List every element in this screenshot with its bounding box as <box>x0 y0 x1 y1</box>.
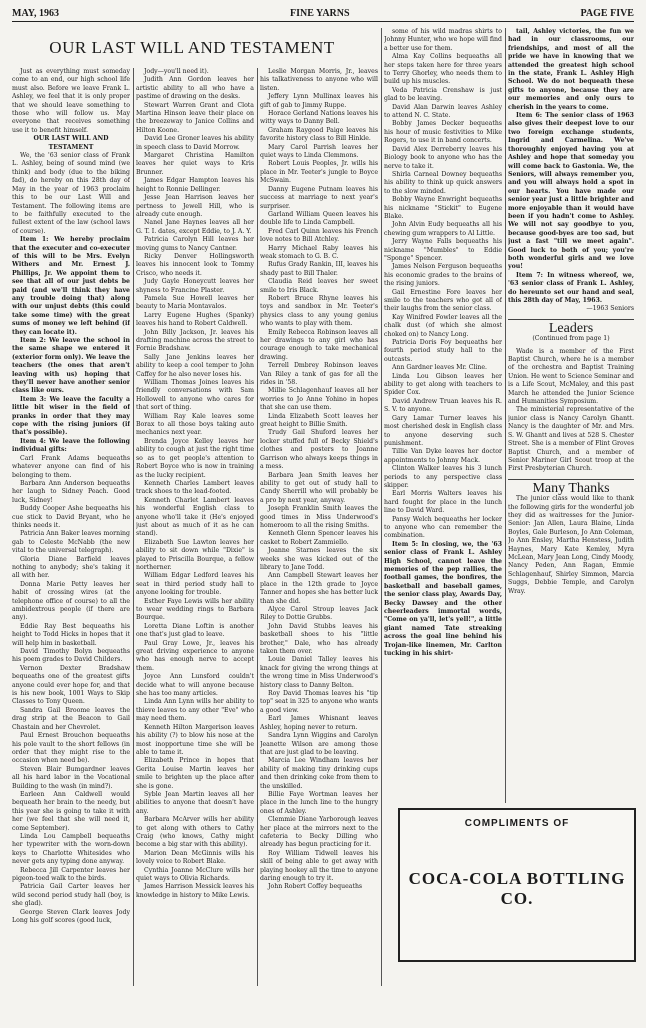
paragraph: Carl Frank Adams bequeaths whatever anyone can find of his belonging to them. <box>12 454 130 479</box>
paragraph: Item 7: In witness whereof, we, '63 senior class of Frank L. Ashley, do hereunto set our hand and seal, this 28th day of May, 1963. <box>508 271 634 304</box>
paragraph: Marion Dean McGinnis wills his lovely voice to Robert Blake. <box>136 849 254 866</box>
paragraph: Syble Jean Martin leaves all her abilities to anyone that doesn't have any. <box>136 790 254 815</box>
paragraph: Patricia Gail Carter leaves her wild second period study hall (boy, is she glad). <box>12 883 130 908</box>
paragraph: Joseph Franklin Smith leaves the good times in Miss Underwood's homeroom to all the rising Smiths. <box>260 505 378 529</box>
paragraph: Item 1: We hereby proclaim that the executer and co-executer of this will to be Mrs. Evelyn Withers and Mr. Ernest J. Phillips, Jr. We appoint them to see that all of our just debts be paid (and we'll think they have any trouble doing that) along with our unjust debts (this could take some time) with the great sums of money we left behind (if they can locate it). <box>12 236 130 336</box>
paragraph: Pansy Welch bequeaths her locker to anyone who can remember the combination. <box>384 515 502 540</box>
paragraph: Eddie Ray Best bequeaths his height to Todd Hicks in hopes that it will help him in basketball. <box>12 622 130 647</box>
paragraph: Gary Lamar Turner leaves his most cherished desk in English class to anyone deserving such punishment. <box>384 414 502 447</box>
paragraph: Danny Eugene Putnam leaves his success at marriage to next year's surpriser. <box>260 185 378 210</box>
paragraph: James Edgar Hampton leaves his height to Ronnie Dellinger. <box>136 177 254 193</box>
paragraph: Pamela Sue Howell leaves her beauty to Maria Montavalos. <box>136 294 254 311</box>
paragraph: William Ray Kale leaves some Borax to all those boys taking auto mechanics next year. <box>136 412 254 437</box>
subheading: OUR LAST WILL AND TESTAMENT <box>33 135 109 151</box>
paragraph: Linda Lou Gibson leaves her ability to get along with teachers to Spider Cox. <box>384 372 502 397</box>
paragraph: Barbara Jean Smith leaves her ability to get out of study hall to Candy Sherrill who will probably be a pro by next year, anyway. <box>260 471 378 504</box>
paragraph: David Andrew Truan leaves his R. S. V. to anyone. <box>384 397 502 414</box>
leaders-title: Leaders <box>548 320 594 336</box>
paragraph: Joanne Starnes leaves the six weeks she was kicked out of the library to Jane Todd. <box>260 547 378 571</box>
paragraph: Jerry Wayne Falls bequeaths his nickname "Mumbles" to Eddie "Sponge" Spencer. <box>384 238 502 262</box>
paragraph: Tillie Van Dyke leaves her doctor appointments to Johnny Mack. <box>384 448 502 464</box>
paragraph: Judith Ann Gordon leaves her artistic ability to all who have a pastime of drawing on the desks. <box>136 76 254 101</box>
column-1 <box>12 68 130 1028</box>
thanks-title: Many Thanks <box>532 480 610 496</box>
column-2 <box>136 68 254 1028</box>
paragraph: Judy Gayle Honeycutt leaves her shyness to Francine Plaster. <box>136 278 254 294</box>
paper-name: FINE YARNS <box>290 8 350 19</box>
paragraph: Cynthia Joanne McClure wills her quiet ways to Olivia Richards. <box>136 866 254 882</box>
paragraph: Earleen Ann Caldwell would bequeath her brain to the needy, but this year she is going to take it with her (we feel that she will need it, come September). <box>12 790 130 832</box>
paragraph: Sally Jane Jenkins leaves her ability to keep a cool temper to John Caffey for he also never loses his. <box>136 353 254 378</box>
paragraph: David Alex Derreberry leaves his Biology book to anyone who has the nerve to take it. <box>384 145 502 170</box>
paragraph: Robert Louis Peoples, Jr. wills his place in Mr. Teeter's jungle to Boyce McSwain. <box>260 160 378 185</box>
paragraph: Item 5: In closing, we, the '63 senior class of Frank L. Ashley High School, cannot leave the memories of the pep rallies, the football games, the bonfires, the basketball and baseball games, the senior class play, Awards Day, Becky Dawsey and the other cheerleaders immortal words, "Come on ya'll, let's yell!", a little giant named Tate streaking across the goal line behind his Trojan-like linemen, Mr. Carlton tucking in his shirt- <box>384 540 502 658</box>
paragraph: Garland William Queen leaves his double life to Linda Campbell. <box>260 210 378 227</box>
paragraph: Margaret Christina Hamilton leaves her quiet ways to Kris Brunner. <box>136 152 254 176</box>
paragraph: Alyce Carol Stroup leaves Jack Riley to Dottie Grubbs. <box>260 606 378 622</box>
paragraph: Item 3: We leave the faculty a little bit wiser in the field of pranks in order that they may cope with the rising juniors (if that's possible). <box>12 395 130 437</box>
paragraph: Shirla Carneal Downey bequeaths his ability to think up quick answers to the slow minded. <box>384 170 502 195</box>
running-head <box>12 8 634 22</box>
paragraph: Kenneth Charlet Lambert leaves his wonderful English class to anyone who'll take it (He's enjoyed just about as much of it as he can stand). <box>136 496 254 538</box>
paragraph: Esther Faye Lewis wills her ability to wear wedding rings to Barbara Bourque. <box>136 597 254 622</box>
issue-date: MAY, 1963 <box>12 8 60 19</box>
paragraph: John Alvin Eudy bequeaths all his chewing gum wrappers to Al Little. <box>384 221 502 237</box>
paragraph: Earl Morris Walters leaves his hard fought for place in the lunch line to David Ward. <box>384 490 502 515</box>
paragraph: Joyce Ann Lunsford couldn't decide what to will anyone because she has too many articles. <box>136 673 254 698</box>
paragraph: Linda Elizabeth Scott leaves her great height to Billie Smith. <box>260 412 378 429</box>
paragraph: Barbara McArver wills her ability to get along with others to Cathy Craig (who knows, Cathy might become a big star with this ability). <box>136 816 254 849</box>
column-rule <box>133 68 134 986</box>
column-3 <box>260 68 378 1028</box>
paragraph: Clemmie Diane Yarborough leaves her place at the mirrors next to the cafeteria to Becky Dilling who already has begun practicing for it. <box>260 816 378 849</box>
paragraph: Vernon Dexter Bradshaw bequeaths one of the greatest gifts anyone could ever hope for, and that is his new book, 1001 Ways to Skip Classes to Tony Queen. <box>12 664 130 706</box>
paragraph: Graham Raygood Paige leaves his favorite history class to Bill Hinkle. <box>260 126 378 143</box>
column-rule <box>257 68 258 986</box>
paragraph: Marcia Lee Windham leaves her ability of making tiny drinking cups and then drinking coke from them to the unskilled. <box>260 757 378 790</box>
paragraph: Larry Eugene Hughes (Spanky) leaves his hand to Robert Caldwell. <box>136 311 254 328</box>
paragraph: Item 4: We leave the following individual gifts: <box>12 437 130 454</box>
paragraph: Roy David Thomas leaves his "tip top" seat in 325 to anyone who wants a good view. <box>260 690 378 714</box>
paragraph: Donna Marie Petty leaves her habit of crossing wires (at the telephone office of course) to all the ambidextrous people (if there are any). <box>12 580 130 622</box>
paragraph: Robert Bruce Rhyne leaves his toys and sandbox in Mr. Teeter's physics class to any young genius who wants to play with them. <box>260 294 378 328</box>
paragraph: Item 6: The senior class of 1963 also gives their deepest love to our two foreign exchange students, Ingrid and Carmelina. We've thoroughly enjoyed having you at Ashley and hope that someday you will come back to Gastonia. We, the Seniors, will always remember you, and you will always hold a spot in our hearts. You have made our senior year just a little brighter and more enjoyable than it would have been if you hadn't come to Ashley. We will not say goodbye to you, because good-byes are too sad, but just a fast "till we meet again". Good luck to both of you; you're both wonderful girls and we love you! <box>508 112 634 271</box>
paragraph: James Nelson Ferguson bequeaths his economic grades to the brains of the rising juniors. <box>384 263 502 288</box>
paragraph: Kay Winifred Fowler leaves all the chalk dust (of which she almost choked on) to Nancy Long. <box>384 313 502 338</box>
paragraph: Millie Schlagenhauf leaves all her worries to Jo Anne Yohino in hopes that she can use them. <box>260 387 378 412</box>
paragraph: Loretta Diane Loftin is another one that's just glad to leave. <box>136 622 254 639</box>
paragraph: Kenneth Hilton Margerison leaves his ability (?) to blow his nose at the most inopportune time she will be able to tame it. <box>136 723 254 756</box>
column-rule <box>505 28 506 803</box>
paragraph: Patricia Doris Foy bequeaths her fourth period study hall to the outcasts. <box>384 339 502 363</box>
advertisement <box>398 808 636 962</box>
divider <box>508 319 634 320</box>
paragraph: Elizabeth Prince in hopes that Gerita Louise Martin leaves her smile to brighten up the place after she is gone. <box>136 757 254 790</box>
paragraph: Jeffery Lynn Mullinax leaves his gift of gab to Jimmy Ruppe. <box>260 93 378 109</box>
column-5 <box>508 28 634 803</box>
paragraph: John Robert Coffey bequeaths <box>268 883 363 891</box>
paragraph: Roy William Tidwell leaves his skill of being able to get away with playing hookey all the time to anyone daring enough to try it. <box>260 849 378 882</box>
paragraph: Wade is a member of the First Baptist Church, where he is a member of the orchestra and Baptist Training Union. He went to Science Seminar and is a Life Scout, McMaley, and this past March he attended the Junior Science and Humanities Symposium. <box>508 347 634 406</box>
paragraph: tail, Ashley victories, the fun we had in our classrooms, our friendships, and most of all the pride we have in knowing that we attended the greatest high school in the state, Frank L. Ashley High School. We do not bequeath these gifts to anyone, because they are our memories and only ours to cherish in the years to come. <box>508 28 634 111</box>
paragraph: Ricky Denver Hollingsworth leaves his innocent look to Tommy Crisco, who needs it. <box>136 252 254 277</box>
paragraph: William Edgar Ledford leaves his seat in third period study hall to anyone looking for trouble. <box>136 572 254 597</box>
paragraph: Bobby Wayne Enwright bequeaths his nickname "Stickit" to Eugene Blake. <box>384 196 502 220</box>
paragraph: Terrell Dmbrey Robinson leaves Van Riley a tank of gas for all the rides in '58. <box>260 362 378 387</box>
paragraph: Barbara Ann Anderson bequeaths her laugh to Sidney Peach. Good luck, Sidney! <box>12 479 130 504</box>
paragraph: Leslie Morgan Morris, Jr., leaves his talkativeness to anyone who will listen. <box>260 68 378 92</box>
paragraph: Alma Kay Collins bequeaths all her steps taken here for three years to Terry Ghorley, who needs them to build up his muscles. <box>384 53 502 86</box>
divider <box>508 479 634 480</box>
paragraph: Kenneth Glenn Spencer leaves his casket to Robert Zammiello. <box>260 530 378 546</box>
paragraph: Gail Ernestine Fore leaves her smile to the teachers who got all of their laughs from the senior class. <box>384 288 502 313</box>
paragraph: Patricia Ann Baker leaves morning gab to Celeste McNabb (the new vital to the universal telegraph). <box>12 530 130 555</box>
paragraph: Jesse Jean Harrison leaves her pertness to Jewell Hill, who is already cute enough. <box>136 194 254 218</box>
paragraph: Paul Ernest Brouchon bequeaths his pole vault to the short fellows (in order that they might rise to the occasion when need be). <box>12 732 130 765</box>
paragraph: Linda Ann Lynn wills her ability to thieve leaves to any other "Eve" who may need them. <box>136 698 254 723</box>
headline: OUR LAST WILL AND TESTAMENT <box>49 38 335 57</box>
newspaper-page <box>12 8 634 988</box>
paragraph: The ministerial representative of the junior class is Nancy Carolyn Ghantt. Nancy is the daughter of Mr. and Mrs. S. W. Ghantt and lives at 528 S. Chester Street. She is a member of Flint Groves Baptist Church, and a member of Senior Mariner Girl Scout troop at the First Presbyterian Church. <box>508 406 634 473</box>
ad-compliments: COMPLIMENTS OF <box>464 818 570 829</box>
ad-company: COCA-COLA BOTTLING CO. <box>408 869 626 908</box>
paragraph: Brenda Joyce Kelley leaves her ability to cough at just the right time so as to get people's attention to Robert Boyce who is now in training as the lucky recipient. <box>136 437 254 479</box>
paragraph: Claudia Reid leaves her sweet smile to Iris Black. <box>260 278 378 294</box>
paragraph: Gloria Diane Barfield leaves nothing to anybody; she's taking it all with her. <box>12 555 130 580</box>
paragraph: Horace Gerland Nations leaves his witty ways to Danny Bell. <box>260 110 378 126</box>
page-number: PAGE FIVE <box>580 8 634 19</box>
paragraph: Rebecca Jill Carpenter leaves her pigeon-toed walk to the birds. <box>12 866 130 882</box>
paragraph: Buddy Cooper Ashe bequeaths his cue stick to David Bryant, who he thinks needs it. <box>12 505 130 529</box>
paragraph: We, the '63 senior class of Frank L. Ashley, being of sound mind (we think) and body (due to the biking fad), do hereby on this 28th day of May in the year of 1963 proclaim this to be our Last Will and Testament. The following items are to be faithfully executed to the fullest extent of the law (school laws of course). <box>12 152 130 235</box>
paragraph: Trudy Gail Shuford leaves her locker stuffed full of Becky Shield's clothes and posters to Joanne Garrison who always keeps things in a mess. <box>260 429 378 471</box>
paragraph: Steven Blair Bumgardner leaves all his hard labor in the Vocational Building to the wash (in mind?). <box>12 765 130 790</box>
column-4 <box>384 28 502 803</box>
paragraph: Kenneth Charles Lambert leaves track shoes to the lead-footed. <box>136 479 254 496</box>
column-rule <box>381 28 382 986</box>
paragraph: Just as everything must someday come to an end, our high school life must also. Before we leave Frank L. Ashley, we feel that it is only proper that we should leave something to those who will follow us. May everyone that receives something use it to benefit himself. <box>12 68 130 134</box>
paragraph: Patricia Carolyn Hill leaves her moving gums to Nancy Cantner. <box>136 236 254 252</box>
paragraph: Emily Rebecca Robinson leaves all her drawings to any girl who has courage enough to take mechanical drawing. <box>260 328 378 361</box>
paragraph: Ann Campbell Stewart leaves her place in the 12th grade to Joyce Tanner and hopes she has better luck than she did. <box>260 572 378 605</box>
paragraph: Linda Lou Campbell bequeaths her typewriter with the worn-down keys to Charlotte Whitesides who never gets any typing done anyway. <box>12 832 130 866</box>
leaders-continued: (Continued from page 1) <box>532 335 610 343</box>
paragraph: Nanel Jane Haynes leaves all her G. T. I. dates, except Eddie, to J. A. Y. <box>136 219 254 235</box>
paragraph: John David Stubbs leaves his basketball shoes to his "little brother," Dale, who has already taken them over. <box>260 622 378 656</box>
paragraph: James Harrison Messick leaves his knowledge in history to Mike Lewis. <box>136 883 254 899</box>
paragraph: Item 2: We leave the school in the same shape we entered it (exterior form only). We leave the teachers (the ones that aren't leaving with us) hoping that they'll never have another senior class like ours. <box>12 337 130 395</box>
paragraph: Billie Faye Wortman leaves her place in the lunch line to the hungry ones of Ashley. <box>260 790 378 815</box>
signature: —1963 Seniors <box>586 305 634 313</box>
paragraph: William Thomas Joines leaves his friendly conversations with Sam Hollowell to anyone who cares for that sort of thing. <box>136 379 254 412</box>
paragraph: David Lee Groner leaves his ability in speech class to David Morrow. <box>136 135 254 151</box>
paragraph: David Timothy Bolyn bequeaths his poem grades to David Childers. <box>12 648 130 664</box>
paragraph: Louie Daniel Talley leaves his knack for giving the wrong things at the wrong time in Miss Underwood's history class to Danny Belton. <box>260 656 378 689</box>
paragraph: Ann Gardner leaves Mr. Cline. <box>392 364 488 372</box>
paragraph: Elizabeth Sue Lawton leaves her ability to sit down while "Dixie" is played to Priscilla Bourque, a fellow northerner. <box>136 538 254 571</box>
paragraph: Harry Michael Raby leaves his weak stomach to G. B. C. <box>260 244 378 260</box>
paragraph: The junior class would like to thank the following girls for the wonderful job they did as waitresses for the Junior-Senior: Jan Allen, Laura Blaine, Linda Boyles, Gale Burleson, Jo Ann Coleman, Jo Ann Ensley, Martha Henstess, Judith Haynes, Mary Kate Kemley, Myra McLean, Mary Jean Long, Cindy Moody, Nancy Peden, Ann Ragan, Emmie Schlagenhauf, Shirley Simmon, Marcia Suggs, Debbie Temple, and Carolyn Wray. <box>508 495 634 595</box>
paragraph: George Steven Clark leaves Jody Long his golf scores (good luck, <box>12 908 130 925</box>
paragraph: Stewart Warren Grant and Clota Martina Hinson leave their place on the breezeway to Janice Collins and Hilton Koone. <box>136 101 254 134</box>
paragraph: Veda Patricia Crenshaw is just glad to be leaving. <box>384 86 502 103</box>
paragraph: Sandra Lynn Wiggins and Carolyn Jeanette Wilson are among those that are just glad to be leaving. <box>260 732 378 756</box>
paragraph: some of his wild madras shirts to Johnny Hunter, who we hope will find a better use for them. <box>384 28 502 52</box>
paragraph: Bobby James Decker bequeaths his hour of music festivities to Mike Rogers, to use it in band concerts. <box>384 120 502 145</box>
paragraph: Clinton Walker leaves his 3 lunch periods to any perspective class skipper. <box>384 465 502 489</box>
paragraph: Fred Carl Quinn leaves his French love notes to Bill Atchley. <box>260 227 378 244</box>
paragraph: Jody—you'll need it). <box>144 68 209 75</box>
paragraph: Sandra Gail Broome leaves the drag strip at the Beacon to Gail Chastain and her Chevrolet. <box>12 706 130 731</box>
paragraph: David Alan Darwin leaves Ashley to attend N. C. State. <box>384 103 502 120</box>
paragraph: Rufus Grady Rankin, III, leaves his shady past to Bill Thaler. <box>260 261 378 277</box>
paragraph: Paul Gray Lowe, Jr., leaves his great driving experience to anyone who has enough nerve to accept them. <box>136 639 254 672</box>
paragraph: Earl James Whisnant leaves Ashley, hoping never to return. <box>260 715 378 731</box>
paragraph: John Billy Jackson, Jr. leaves his drafting machine across the street to Fornie Bradshaw. <box>136 328 254 353</box>
paragraph: Mary Carol Parrish leaves her quiet ways to Linda Clemmons. <box>260 143 378 160</box>
